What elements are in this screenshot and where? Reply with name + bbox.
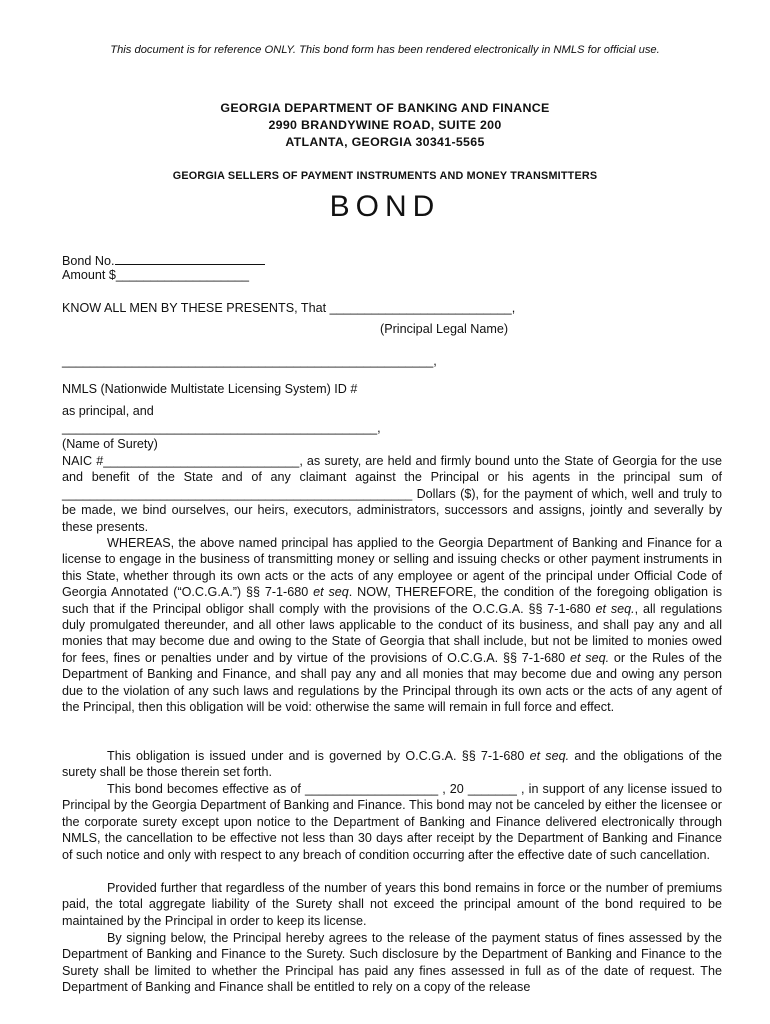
whereas-text-c: , all regulations duly promulgated thereunder, and all other laws applicable to the conduct of its business, and shall pay any and all monies that may become due and owing to the State of Georgia that shall include, but not be limited to monies owed for fees, fines or penalties under and by virtue of the provisions of O.C.G.A. §§ 7-1-680 — [62, 601, 722, 665]
whereas-text-d: or the Rules of the Department of Banking and Finance, and shall pay any and all monies that may become due and owing any person due to the violation of any such laws and regulations by the Principal through its own acts or the acts of any agent of the Principal, then this obligation will be void: otherwise the same will remain in full force and effect. — [62, 650, 722, 715]
whereas-text-b: . NOW, THEREFORE, the condition of the foregoing obligation is such that if the Principal obligor shall comply with the provisions of the O.C.G.A. §§ 7-1-680 — [62, 585, 722, 616]
whereas-paragraph — [62, 535, 722, 715]
whereas-text-a: WHEREAS, the above named principal has applied to the Georgia Department of Banking and Finance for a license to engage in the business of transmitting money or selling and issuing checks or other payment instruments in this State, whether through its own acts or the acts of any employee or agent of the principal under Official Code of Georgia Annotated (“O.C.G.A.”) §§ 7-1-680 — [62, 536, 722, 600]
governing-text-b: and the obligations of the surety shall be those therein set forth. — [62, 749, 723, 780]
know-all-men-line: KNOW ALL MEN BY THESE PRESENTS, That __________________________, — [62, 301, 516, 315]
governing-text-a: This obligation is issued under and is governed by O.C.G.A. §§ 7-1-680 — [107, 749, 530, 763]
as-principal-line: as principal, and — [62, 404, 154, 418]
et-seq-2: et seq. — [595, 601, 635, 616]
department-address-street: 2990 BRANDYWINE ROAD, SUITE 200 — [268, 118, 502, 132]
binding-paragraph: NAIC #____________________________, as surety, are held and firmly bound unto the State of Georgia for the use and benefit of the State and of any claimant against the Principal or his agents in the principal sum of __________________________________________________ Dollars ($), for the payment of which, well and truly to be made, we bind ourselves, our heirs, executors, administrators, successors and assigns, jointly and severally by these presents. — [62, 454, 722, 534]
bond-number-underline — [115, 252, 265, 265]
et-seq-4: et seq. — [529, 749, 570, 763]
aggregate-liability-paragraph: Provided further that regardless of the number of years this bond remains in force or the number of premiums paid, the total aggregate liability of the Surety shall not exceed the principal amount of the bond required to be maintained by the Principal in order to keep its license. — [62, 881, 722, 928]
form-subtitle: GEORGIA SELLERS OF PAYMENT INSTRUMENTS AND MONEY TRANSMITTERS — [172, 170, 598, 182]
reference-notice: This document is for reference ONLY. This bond form has been rendered electronically in NMLS for official use. — [110, 44, 660, 56]
bond-number-line — [62, 252, 265, 268]
department-name: GEORGIA DEPARTMENT OF BANKING AND FINANCE — [220, 101, 550, 115]
release-paragraph: By signing below, the Principal hereby agrees to the release of the payment status of fines assessed by the Department of Banking and Finance to the Surety. Such disclosure by the Department of Banking and Finance to the Surety shall be limited to whether the Principal has paid any fines assessed in full as of the date of request. The Department of Banking and Finance shall be entitled to rely on a copy of the release — [62, 931, 722, 995]
bond-number-label: Bond No. — [62, 254, 115, 268]
surety-name-label: (Name of Surety) — [62, 437, 158, 451]
surety-blank-line: _____________________________________________, — [62, 421, 381, 435]
et-seq-1: et seq — [313, 585, 349, 600]
principal-name-label: (Principal Legal Name) — [380, 322, 509, 336]
governing-law-paragraph — [62, 748, 722, 781]
effective-date-paragraph: This bond becomes effective as of ___________________ , 20 _______ , in support of any license issued to Principal by the Georgia Department of Banking and Finance. This bond may not be canceled by either the licensee or the corporate surety except upon notice to the Department of Banking and Finance delivered electronically through NMLS, the cancellation to be effective not less than 30 days after receipt by the Department of Banking and Finance of such notice and only with respect to any breach of condition occurring after the effective date of such cancellation. — [62, 782, 722, 862]
et-seq-3: et seq. — [569, 650, 610, 665]
form-title: BOND — [329, 190, 441, 223]
department-address-city: ATLANTA, GEORGIA 30341-5565 — [285, 135, 485, 149]
amount-line: Amount $___________________ — [62, 268, 249, 282]
principal-blank-line: _____________________________________________________, — [62, 354, 437, 368]
nmls-id-line: NMLS (Nationwide Multistate Licensing System) ID # — [62, 382, 358, 396]
